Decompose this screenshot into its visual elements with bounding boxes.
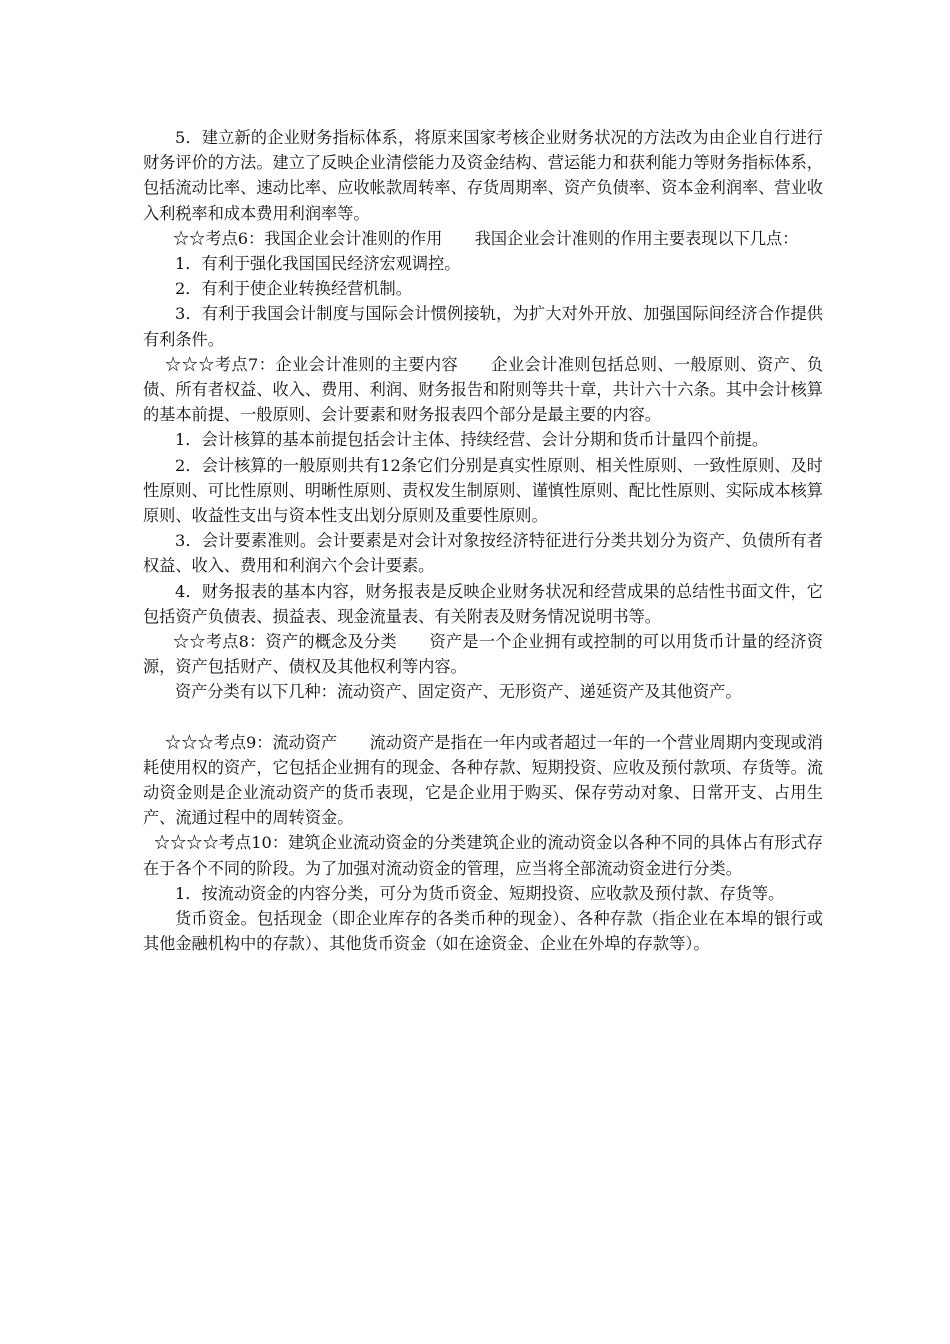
paragraph-point-6-item-1: 1．有利于强化我国国民经济宏观调控。: [175, 254, 461, 274]
paragraph-point-8-heading: ☆☆考点8：资产的概念及分类 资产是一个企业拥有或控制的可以用货币计量的经济资源，资产包括财产、债权及其他权利等内容。: [143, 632, 823, 677]
paragraph-point-7-item-4: 4．财务报表的基本内容，财务报表是反映企业财务状况和经营成果的总结性书面文件，它包括资产负债表、损益表、现金流量表、有关附表及财务情况说明书等。: [143, 581, 823, 626]
paragraph-point-9-heading: ☆☆☆考点9：流动资产 流动资产是指在一年内或者超过一年的一个营业周期内变现或消耗使用权的资产，它包括企业拥有的现金、各种存款、短期投资、应收及预付款项、存货等。流动资金则是企业流动资产的货币表现，它是企业用于购买、保存劳动对象、日常开支、占用生产、流通过程中的周转资金。: [143, 732, 823, 828]
paragraph-point-6-heading: ☆☆考点6：我国企业会计准则的作用 我国企业会计准则的作用主要表现以下几点：: [173, 228, 799, 248]
paragraph-point-10-heading: ☆☆☆☆考点10：建筑企业流动资金的分类建筑企业的流动资金以各种不同的具体占有形式存在于各个不同的阶段。为了加强对流动资金的管理，应当将全部流动资金进行分类。: [143, 833, 823, 878]
paragraph-monetary-funds: 货币资金。包括现金（即企业库存的各类币种的现金）、各种存款（指企业在本埠的银行或其他金融机构中的存款）、其他货币资金（如在途资金、企业在外埠的存款等）。: [143, 909, 823, 954]
document-body: [143, 125, 823, 957]
paragraph-point-6-item-3: 3．有利于我国会计制度与国际会计惯例接轨，为扩大对外开放、加强国际间经济合作提供有利条件。: [143, 304, 823, 349]
paragraph-point-7-item-1: 1．会计核算的基本前提包括会计主体、持续经营、会计分期和货币计量四个前提。: [175, 430, 769, 450]
paragraph-point-7-heading: ☆☆☆考点7：企业会计准则的主要内容 企业会计准则包括总则、一般原则、资产、负债、所有者权益、收入、费用、利润、财务报告和附则等共十章，共计六十六条。其中会计核算的基本前提、一般原则、会计要素和财务报表四个部分是最主要的内容。: [143, 354, 823, 425]
paragraph-item-5-financial-indicators: 5．建立新的企业财务指标体系，将原来国家考核企业财务状况的方法改为由企业自行进行财务评价的方法。建立了反映企业清偿能力及资金结构、营运能力和获利能力等财务指标体系，包括流动比率、速动比率、应收帐款周转率、存货周期率、资产负债率、资本金利润率、营业收入利税率和成本费用利润率等。: [143, 128, 823, 223]
paragraph-point-7-item-2: 2．会计核算的一般原则共有12条它们分别是真实性原则、相关性原则、一致性原则、及时性原则、可比性原则、明晰性原则、责权发生制原则、谨慎性原则、配比性原则、实际成本核算原则、收益性支出与资本性支出划分原则及重要性原则。: [143, 455, 823, 526]
blank-line: [143, 705, 823, 730]
paragraph-point-6-item-2: 2．有利于使企业转换经营机制。: [175, 279, 412, 299]
paragraph-point-10-item-1: 1．按流动资金的内容分类，可分为货币资金、短期投资、应收款及预付款、存货等。: [175, 883, 785, 903]
paragraph-point-7-item-3: 3．会计要素准则。会计要素是对会计对象按经济特征进行分类共划分为资产、负债所有者权益、收入、费用和利润六个会计要素。: [143, 531, 823, 576]
paragraph-asset-classification: 资产分类有以下几种：流动资产、固定资产、无形资产、递延资产及其他资产。: [175, 682, 742, 702]
